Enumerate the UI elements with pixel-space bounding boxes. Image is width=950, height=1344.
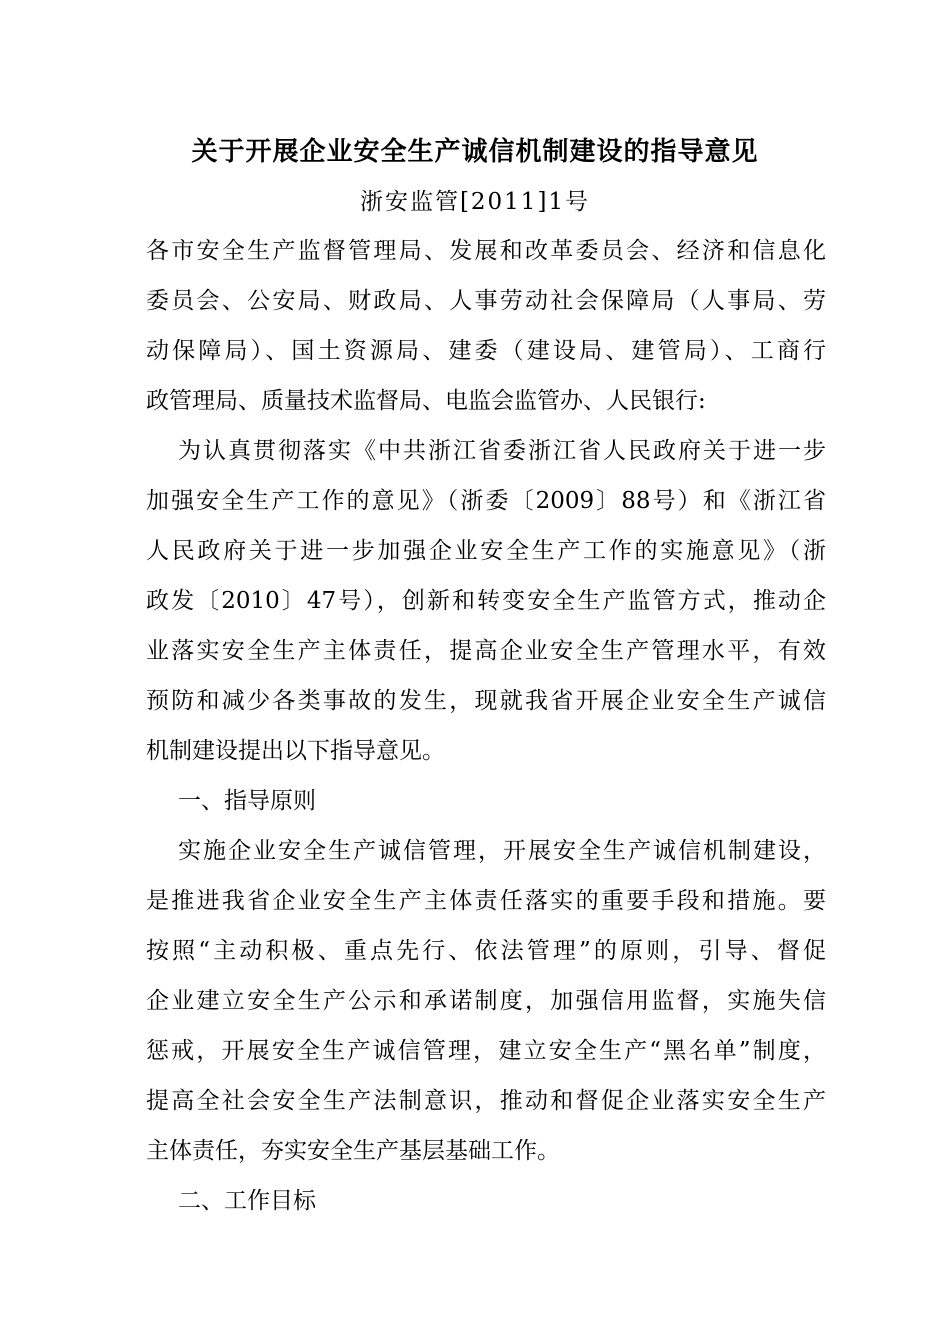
section-line: 惩戒，开展安全生产诚信管理，建立安全生产“黑名单”制度， bbox=[146, 1038, 826, 1064]
addressee-line: 政管理局、质量技术监督局、电监会监管办、人民银行: bbox=[146, 388, 706, 414]
intro-line: 为认真贯彻落实《中共浙江省委浙江省人民政府关于进一步 bbox=[178, 438, 826, 464]
section-heading: 二、工作目标 bbox=[178, 1188, 316, 1214]
document-title: 关于开展企业安全生产诚信机制建设的指导意见 bbox=[191, 137, 759, 167]
document-number: 浙安监管[2011]1号 bbox=[359, 189, 591, 215]
intro-line: 政发〔2010〕47号），创新和转变安全生产监管方式，推动企 bbox=[146, 588, 826, 614]
section-line: 按照“主动积极、重点先行、依法管理”的原则，引导、督促 bbox=[146, 938, 826, 964]
section-line: 主体责任，夯实安全生产基层基础工作。 bbox=[146, 1138, 560, 1164]
intro-line: 加强安全生产工作的意见》（浙委〔2009〕88号）和《浙江省 bbox=[146, 488, 826, 514]
section-line: 实施企业安全生产诚信管理，开展安全生产诚信机制建设， bbox=[178, 838, 826, 864]
addressee-line: 动保障局）、国土资源局、建委（建设局、建管局）、工商行 bbox=[146, 338, 826, 364]
addressee-line: 各市安全生产监督管理局、发展和改革委员会、经济和信息化 bbox=[146, 238, 826, 264]
section-line: 是推进我省企业安全生产主体责任落实的重要手段和措施。要 bbox=[146, 888, 826, 914]
addressee-line: 委员会、公安局、财政局、人事劳动社会保障局（人事局、劳 bbox=[146, 288, 826, 314]
section-line: 企业建立安全生产公示和承诺制度，加强信用监督，实施失信 bbox=[146, 988, 826, 1014]
intro-line: 机制建设提出以下指导意见。 bbox=[146, 738, 445, 764]
section-line: 提高全社会安全生产法制意识，推动和督促企业落实安全生产 bbox=[146, 1088, 826, 1114]
intro-line: 业落实安全生产主体责任，提高企业安全生产管理水平，有效 bbox=[146, 638, 826, 664]
intro-line: 人民政府关于进一步加强企业安全生产工作的实施意见》（浙 bbox=[146, 538, 826, 564]
section-heading: 一、指导原则 bbox=[178, 788, 316, 814]
intro-line: 预防和减少各类事故的发生，现就我省开展企业安全生产诚信 bbox=[146, 688, 826, 714]
